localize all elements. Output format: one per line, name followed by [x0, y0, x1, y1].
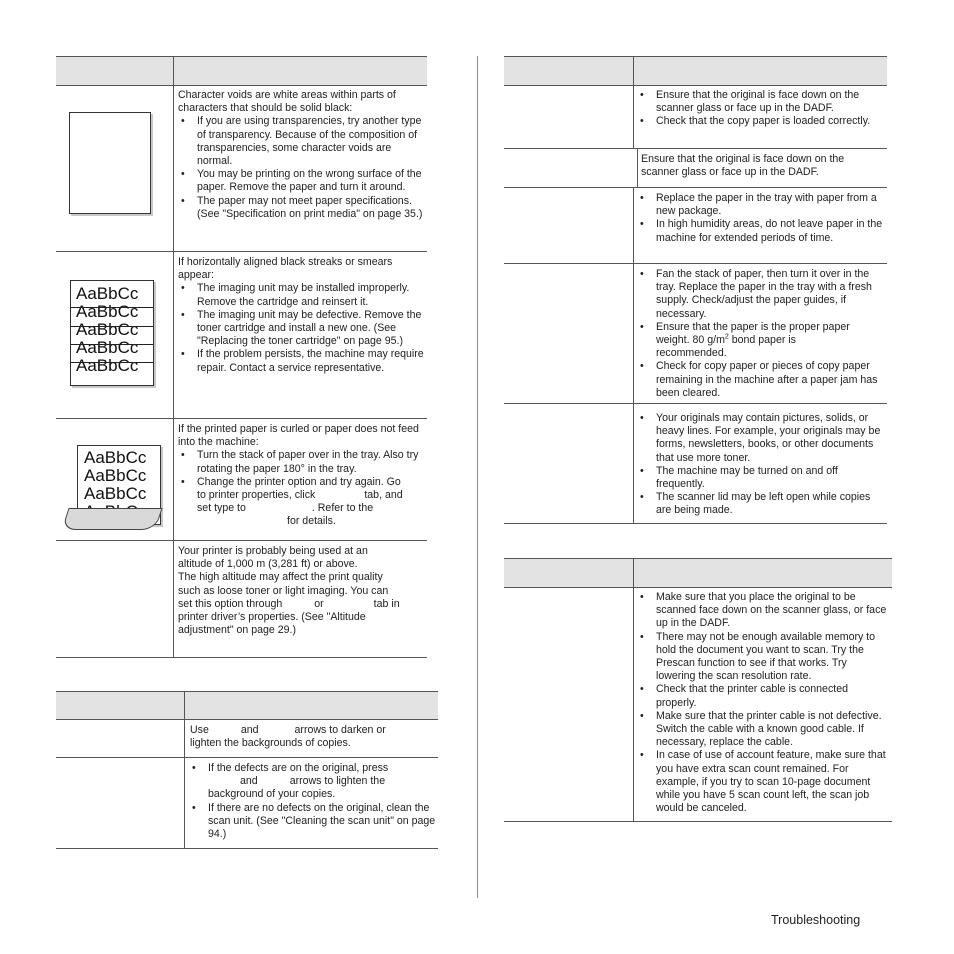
sample-text: AaBbCc: [84, 484, 147, 503]
list-item: • You may be printing on the wrong surface of the paper. Remove the paper and turn it around.: [178, 168, 425, 194]
copy-background-table: [56, 691, 438, 849]
table-row: [56, 720, 438, 758]
table-header: [504, 57, 887, 86]
sample-text: AaBbCc: [76, 302, 139, 321]
table-row: [56, 758, 438, 849]
row-intro: If the printed paper is curled or paper does not feed into the machine:: [178, 423, 419, 449]
list-item: • The imaging unit may be defective. Remove the toner cartridge and install a new one. (See "Replacing the toner cartridge" on page 95.): [178, 309, 425, 349]
table-row: [504, 404, 887, 524]
table-row: [56, 419, 427, 541]
list-item: • Ensure that the original is face down on the scanner glass or face up in the DADF.: [637, 89, 885, 115]
streak-line: [71, 362, 153, 363]
table-row: [504, 149, 887, 188]
description-cell: [178, 89, 425, 221]
list-item: • The imaging unit may be installed improperly. Remove the cartridge and reinsert it.: [178, 282, 425, 308]
footer-section-label: Troubleshooting: [771, 913, 861, 927]
description-cell: Use and arrows to darken or lighten the backgrounds of copies.: [190, 724, 386, 750]
list-item: • If there are no defects on the original, clean the scan unit. (See "Cleaning the scan unit" on page 94.): [189, 802, 436, 842]
table-row: [56, 252, 427, 419]
list-item: • If the defects are on the original, press and arrows to lighten the background of your copies.: [189, 762, 436, 802]
streak-line: [71, 307, 153, 308]
row-intro: If horizontally aligned black streaks or smears appear:: [178, 256, 393, 282]
row-intro: Character voids are white areas within parts of characters that should be solid black:: [178, 89, 396, 115]
sample-text: AaBbCc: [76, 338, 139, 357]
sample-text: AaBbCc: [84, 448, 147, 467]
list-item: • In case of use of account feature, make sure that you have extra scan count remained. For example, if you try to scan 10-page document while you have 5 scan count left, the scan job would be canceled.: [637, 749, 889, 815]
description-cell: [178, 423, 425, 529]
list-item: • Check that the copy paper is loaded correctly.: [637, 115, 885, 128]
list-item: • If you are using transparencies, try another type of transparency. Because of the composition of transparencies, some character voids are normal.: [178, 115, 425, 168]
description-cell: [189, 762, 436, 841]
description-cell: [637, 89, 885, 129]
list-item: • Make sure that the printer cable is not defective. Switch the cable with a known good cable. If necessary, replace the cable.: [637, 710, 889, 750]
table-row: [504, 264, 887, 404]
sample-text: AaBbCc: [76, 356, 139, 375]
list-item: • There may not be enough available memory to hold the document you want to scan. Try the Prescan function to see if that works. Try lowering the scan resolution rate.: [637, 631, 889, 684]
column-separator: [477, 56, 478, 898]
list-item: • Your originals may contain pictures, solids, or heavy lines. For example, your originals may be forms, newsletters, books, or other documents that use more toner.: [637, 412, 885, 465]
table-row: [504, 86, 887, 149]
list-item: • In high humidity areas, do not leave paper in the machine for extended periods of time.: [637, 218, 885, 244]
scan-problems-table: [504, 558, 892, 822]
list-item: • Make sure that you place the original to be scanned face down on the scanner glass, or face up in the DADF.: [637, 591, 889, 631]
list-item: • Change the printer option and try again. Go to printer properties, click tab, and set type to . Refer to the for details.: [178, 476, 425, 529]
copy-problems-table: [504, 56, 887, 524]
description-cell: [637, 591, 889, 815]
table-row: [504, 588, 892, 822]
streak-line: [71, 344, 153, 345]
list-item: • Check for copy paper or pieces of copy paper remaining in the machine after a paper jam has been cleared.: [637, 360, 885, 400]
streaks-illustration: [70, 280, 154, 386]
list-item: • Turn the stack of paper over in the tray. Also try rotating the paper 180° in the tray.: [178, 449, 425, 475]
sample-text: AaBbCc: [76, 284, 139, 303]
streak-line: [71, 326, 153, 327]
table-row: [56, 541, 427, 658]
blank-page-illustration: [69, 112, 151, 214]
description-cell: [637, 268, 885, 400]
list-item: • Ensure that the paper is the proper paper weight. 80 $g/m^2$ bond paper is recommended.: [637, 321, 885, 361]
list-item: • Fan the stack of paper, then turn it over in the tray. Replace the paper in the tray with a fresh supply. Check/adjust the paper guides, if necessary.: [637, 268, 885, 321]
list-item: • The scanner lid may be left open while copies are being made.: [637, 491, 885, 517]
description-cell: Ensure that the original is face down on the scanner glass or face up in the DADF.: [641, 153, 845, 179]
description-cell: [637, 412, 885, 518]
description-cell: [178, 256, 425, 375]
list-item: • The paper may not meet paper specifications. (See "Specification on print media" on page 35.): [178, 195, 425, 221]
list-item: • Check that the printer cable is connected properly.: [637, 683, 889, 709]
table-row: [504, 188, 887, 264]
print-quality-table: [56, 56, 427, 658]
list-item: • Replace the paper in the tray with paper from a new package.: [637, 192, 885, 218]
sample-text: AaBbCc: [84, 466, 147, 485]
list-item: • The machine may be turned on and off frequently.: [637, 465, 885, 491]
table-header: [56, 57, 427, 86]
description-cell: Your printer is probably being used at an altitude of 1,000 m (3,281 ft) or above. The high altitude may affect the print quality such as loose toner or light imaging. You can set this option through or tab in printer driver’s properties. (See "Altitude adjustment" on page 29.): [178, 545, 400, 637]
table-header: [56, 692, 438, 720]
paper-curl: [61, 508, 162, 530]
sample-text: AaBbCc: [76, 320, 139, 339]
table-header: [504, 559, 892, 588]
description-cell: [637, 192, 885, 245]
table-row: [56, 86, 427, 252]
list-item: • If the problem persists, the machine may require repair. Contact a service representative.: [178, 348, 425, 374]
